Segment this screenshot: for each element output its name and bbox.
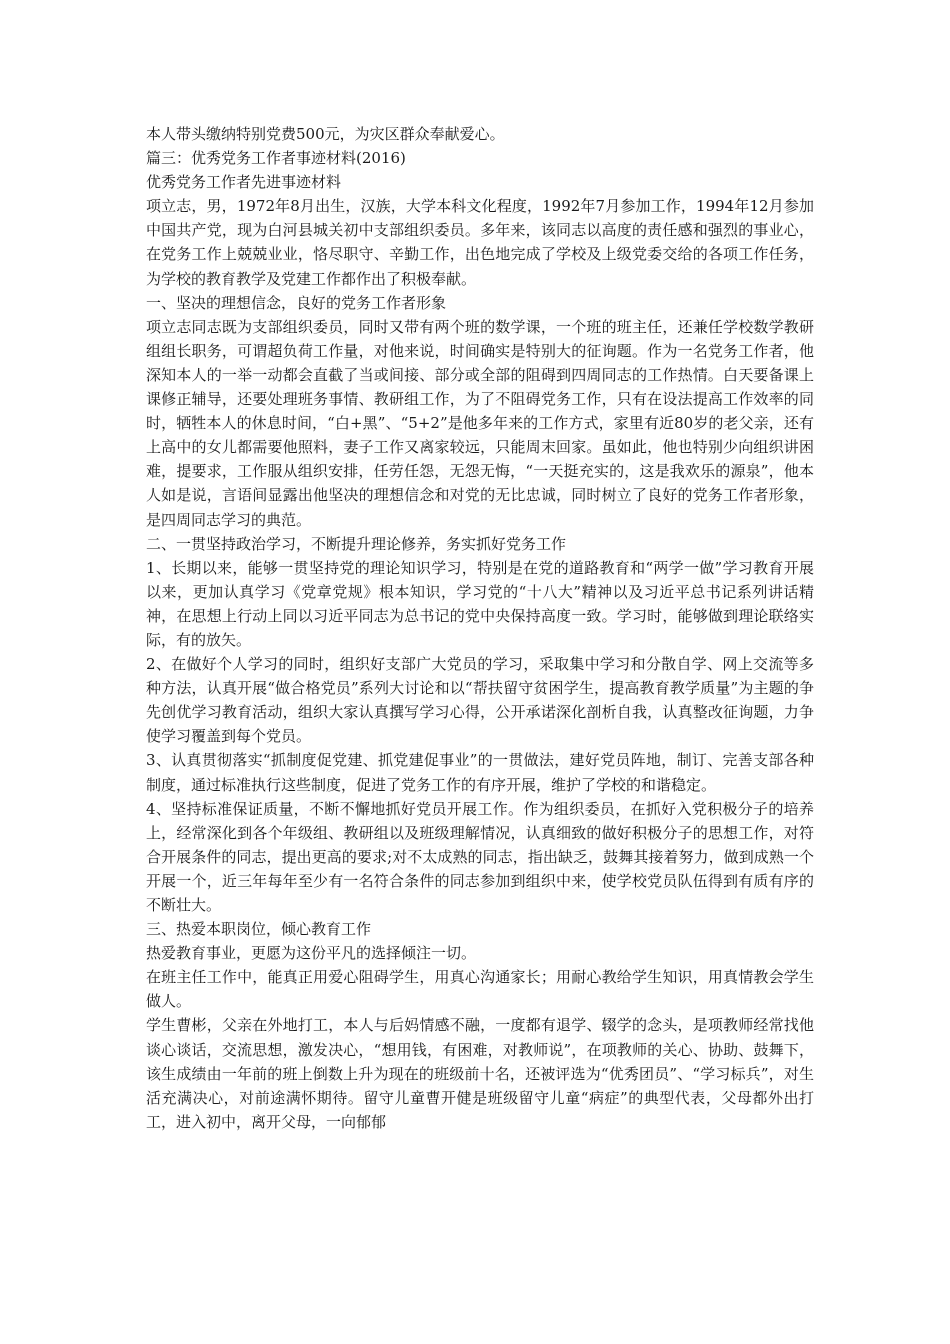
- paragraph: 项立志同志既为支部组织委员，同时又带有两个班的数学课，一个班的班主任，还兼任学校数学教研组组长职务，可谓超负荷工作量，对他来说，时间确实是特别大的征询题。作为一名党务工作者，他深知本人的一举一动都会直截了当或间接、部分或全部的阻碍到四周同志的工作热情。白天要备课上课修正辅导，还要处理班务事情、教研组工作，为了不阻碍党务工作，只有在设法提高工作效率的同时，牺牲本人的休息时间，“白+黑”、“5+2”是他多年来的工作方式，家里有近80岁的老父亲，还有上高中的女儿都需要他照料，妻子工作又离家较远，只能周末回家。虽如此，他也特别少向组织讲困难，提要求，工作服从组织安排，任劳任怨，无怨无悔，“一天挺充实的，这是我欢乐的源泉”，他本人如是说，言语间显露出他坚决的理想信念和对党的无比忠诚，同时树立了良好的党务工作者形象，是四周同志学习的典范。: [146, 317, 814, 529]
- paragraph: 3、认真贯彻落实“抓制度促党建、抓党建促事业”的一贯做法，建好党员阵地，制订、完善支部各种制度，通过标准执行这些制度，促进了党务工作的有序开展，维护了学校的和谐稳定。: [146, 751, 814, 794]
- paragraph: 学生曹彬，父亲在外地打工，本人与后妈情感不融，一度都有退学、辍学的念头，是项教师经常找他谈心谈话，交流思想，激发决心，“想用钱，有困难，对教师说”，在项教师的关心、协助、鼓舞下，该生成绩由一年前的班上倒数上升为现在的班级前十名，还被评选为“优秀团员”、“学习标兵”，对生活充满决心，对前途满怀期待。留守儿童曹开健是班级留守儿童“病症”的典型代表，父母都外出打工，进入初中，离开父母，一向郁郁: [146, 1016, 814, 1131]
- paragraph: 项立志，男，1972年8月出生，汉族，大学本科文化程度，1992年7月参加工作，1994年12月参加中国共产党，现为白河县城关初中支部组织委员。多年来，该同志以高度的责任感和强烈的事业心，在党务工作上兢兢业业，恪尽职守、辛勤工作，出色地完成了学校及上级党委交给的各项工作任务，为学校的教育教学及党建工作都作出了积极奉献。: [146, 197, 814, 288]
- paragraph: 4、坚持标准保证质量，不断不懈地抓好党员开展工作。作为组织委员，在抓好入党积极分子的培养上，经常深化到各个年级组、教研组以及班级理解情况，认真细致的做好积极分子的思想工作，对符合开展条件的同志，提出更高的要求;对不太成熟的同志，指出缺乏，鼓舞其接着努力，做到成熟一个开展一个，近三年每年至少有一名符合条件的同志参加到组织中来，使学校党员队伍得到有质有序的不断壮大。: [146, 799, 814, 914]
- section-heading: 二、一贯坚持政治学习，不断提升理论修养，务实抓好党务工作: [146, 534, 567, 553]
- paragraph: 2、在做好个人学习的同时，组织好支部广大党员的学习，采取集中学习和分散自学、网上交流等多种方法，认真开展“做合格党员”系列大讨论和以“帮扶留守贫困学生，提高教育教学质量”为主题的争先创优学习教育活动，组织大家认真撰写学习心得，公开承诺深化剖析自我，认真整改征询题，力争使学习覆盖到每个党员。: [146, 655, 814, 746]
- document-title: 优秀党务工作者先进事迹材料: [146, 173, 342, 192]
- section-heading: 一、坚决的理想信念，良好的党务工作者形象: [146, 293, 447, 312]
- paragraph: 在班主任工作中，能真正用爱心阻碍学生，用真心沟通家长；用耐心教给学生知识，用真情教会学生做人。: [146, 968, 814, 1011]
- paragraph: 热爱教育事业，更愿为这份平凡的选择倾注一切。: [146, 944, 477, 963]
- paragraph: 1、长期以来，能够一贯坚持党的理论知识学习，特别是在党的道路教育和“两学一做”学习教育开展以来，更加认真学习《党章党规》根本知识，学习党的“十八大”精神以及习近平总书记系列讲话精神，在思想上行动上同以习近平同志为总书记的党中央保持高度一致。学习时，能够做到理论联络实际，有的放矢。: [146, 558, 814, 649]
- document-body: [146, 122, 814, 1134]
- section-title: 篇三：优秀党务工作者事迹材料(2016): [146, 149, 406, 168]
- paragraph: 本人带头缴纳特别党费500元，为灾区群众奉献爱心。: [146, 125, 505, 143]
- section-heading: 三、热爱本职岗位，倾心教育工作: [146, 920, 372, 939]
